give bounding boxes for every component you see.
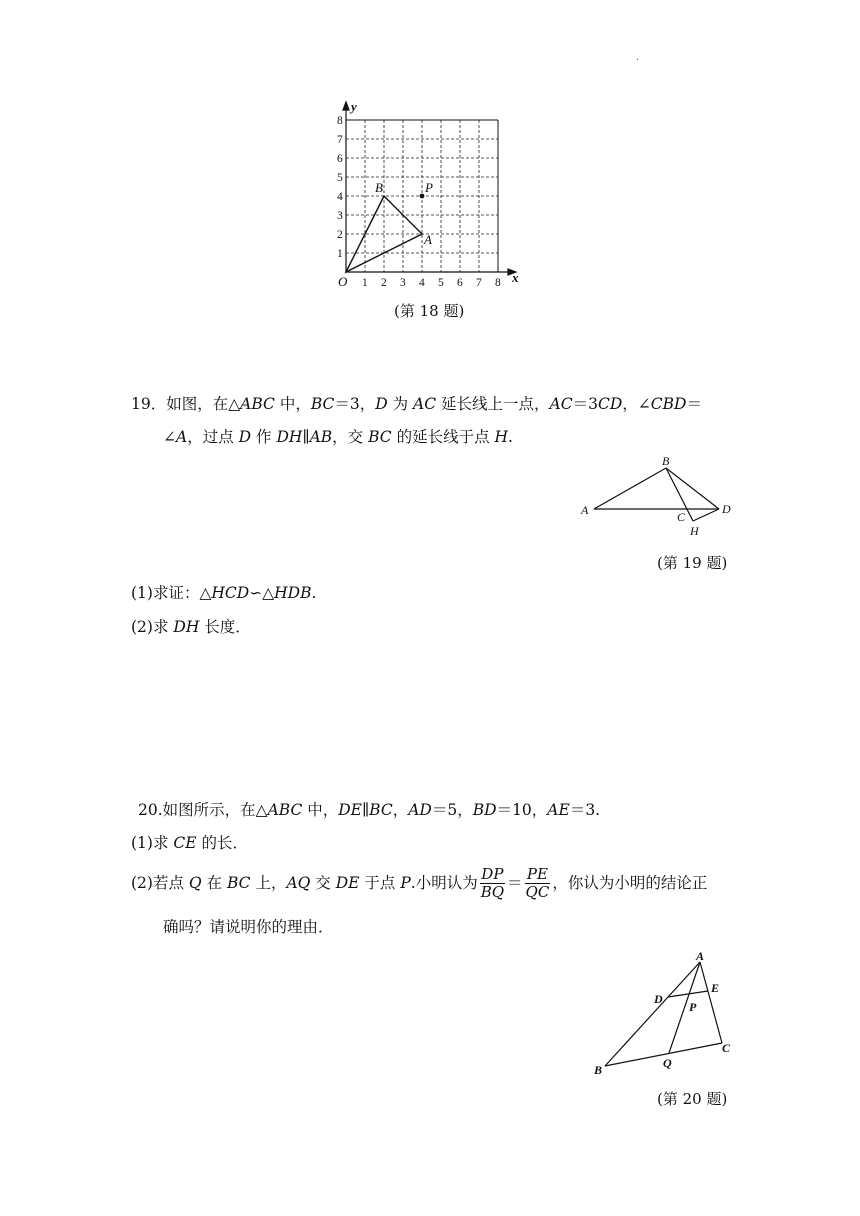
- q19-part-1: (1)求证：△HCD∽△HDB.: [131, 584, 317, 602]
- q19-label-c: C: [677, 510, 686, 524]
- q18-tick-y: 3: [337, 210, 343, 222]
- q19-line-1: 19．如图，在△ABC 中，BC＝3，D 为 AC 延长线上一点，AC＝3CD，∠CBD＝: [131, 395, 702, 413]
- q19-segment-ab: [594, 468, 666, 509]
- q18-tick-x: 7: [476, 277, 482, 289]
- q20-label-d: D: [654, 992, 663, 1006]
- q18-tick-x: 2: [381, 277, 387, 289]
- q20-segment-ac: [700, 962, 722, 1043]
- q20-fraction-pe-qc: $\frac{PE}{QC}$: [525, 865, 550, 902]
- q18-tick-x: 5: [438, 277, 444, 289]
- q18-tick-y: 8: [337, 115, 343, 127]
- q19-triangle-figure: [576, 455, 740, 543]
- q18-label-p: P: [425, 180, 433, 195]
- q18-tick-x: 1: [362, 277, 368, 289]
- q19-label-a: A: [581, 503, 589, 517]
- q20-fraction-dp-bq: $\frac{DP}{BQ}$: [480, 865, 505, 902]
- q18-tick-y: 2: [337, 229, 343, 241]
- q20-part-1: (1)求 CE 的长．: [131, 834, 249, 852]
- q18-origin-label: O: [338, 274, 348, 289]
- q19-label-d: D: [722, 502, 731, 516]
- q18-axis-x-label: x: [512, 270, 519, 285]
- q18-tick-x: 4: [419, 277, 425, 289]
- q18-tick-y: 6: [337, 153, 343, 165]
- q18-tick-y: 7: [337, 134, 343, 146]
- q20-label-p: P: [689, 1000, 697, 1014]
- q20-caption: (第 20 题): [657, 1090, 728, 1108]
- q18-tick-x: 6: [457, 277, 463, 289]
- q19-line-2: ∠A，过点 D 作 DH∥AB，交 BC 的延长线于点 H.: [163, 428, 513, 446]
- q20-label-q: Q: [663, 1056, 672, 1070]
- q18-tick-y: 1: [337, 248, 343, 260]
- q20-triangle-figure: [586, 950, 740, 1080]
- q20-part-2-cont: 确吗？请说明你的理由．: [163, 918, 334, 936]
- q18-tick-x: 8: [495, 277, 501, 289]
- q18-tick-x: 3: [400, 277, 406, 289]
- q19-segment-bd: [666, 468, 719, 509]
- q19-label-b: B: [662, 454, 670, 468]
- q19-part-2: (2)求 DH 长度．: [131, 618, 251, 636]
- q20-label-c: C: [722, 1041, 731, 1055]
- q18-label-b: B: [375, 180, 383, 195]
- q20-label-e: E: [711, 981, 720, 995]
- q18-coordinate-figure: [330, 98, 530, 293]
- q18-tick-labels: [337, 115, 501, 289]
- q20-line-1: 20.如图所示，在△ABC 中，DE∥BC，AD＝5，BD＝10，AE＝3.: [138, 801, 601, 819]
- q19-segment-dh: [693, 509, 719, 521]
- q18-point-p: [420, 194, 425, 199]
- q18-tick-y: 4: [337, 191, 343, 203]
- page-mark: .: [636, 52, 640, 63]
- q20-part-2: (2)若点 Q 在 BC 上，AQ 交 DE 于点 P.小明认为 $\frac{DP}{BQ}$ ＝ $\frac{PE}{QC}$ ，你认为小明的结论正: [131, 865, 708, 902]
- q19-caption: (第 19 题): [657, 554, 728, 572]
- q20-label-a: A: [696, 949, 705, 963]
- q18-caption: (第 18 题): [394, 302, 465, 320]
- q18-label-a: A: [424, 232, 432, 247]
- q18-axis-y-label: y: [351, 99, 357, 114]
- q19-label-h: H: [690, 524, 699, 538]
- q18-tick-y: 5: [337, 172, 343, 184]
- q20-label-b: B: [594, 1063, 603, 1077]
